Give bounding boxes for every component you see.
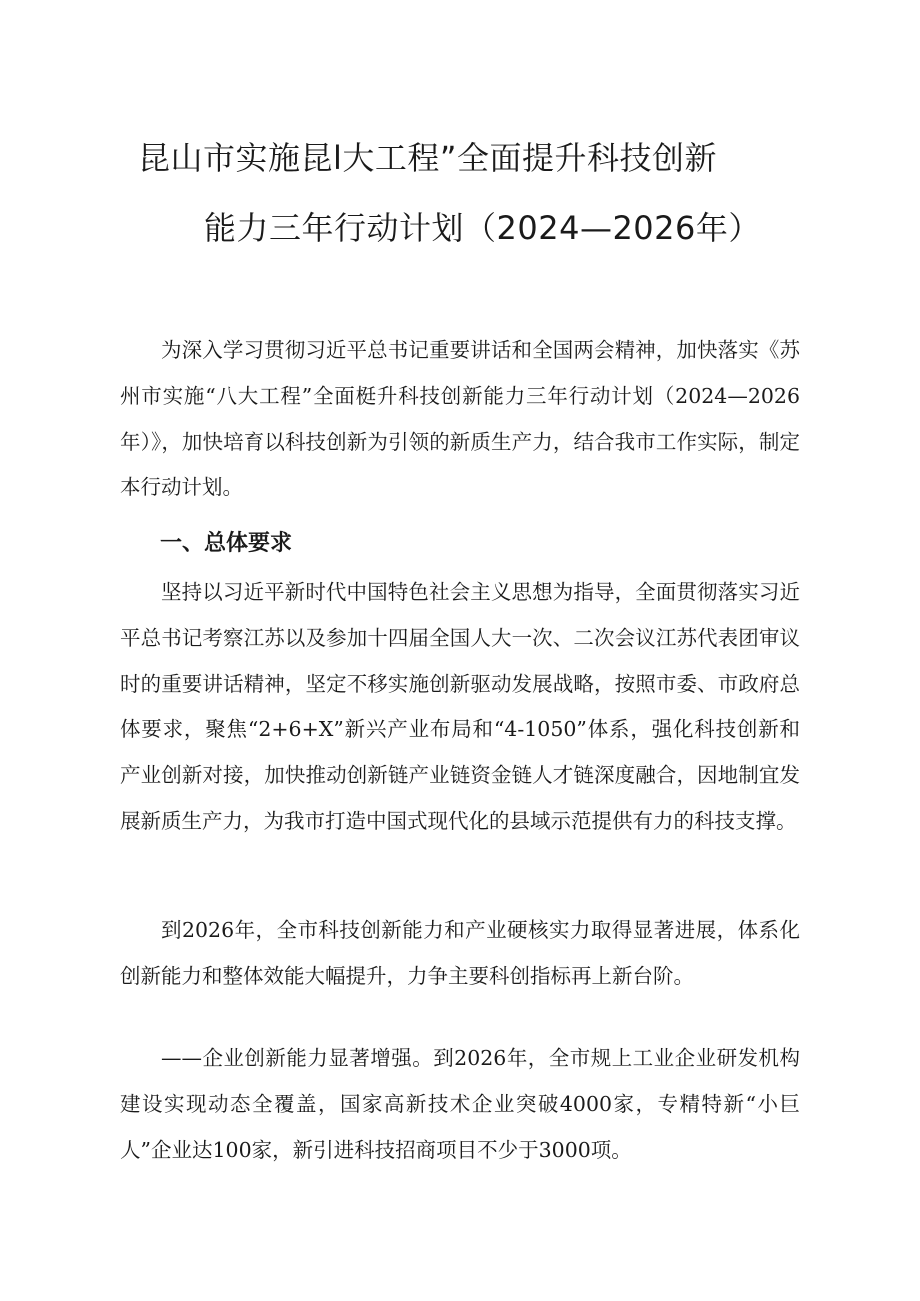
section-heading-overall-requirements: 一、总体要求 bbox=[160, 531, 293, 556]
document-title-line-2: 能力三年行动计划（2024—2026年） bbox=[204, 209, 761, 247]
goals-2026-paragraph: 到2026年，全市科技创新能力和产业硬核实力取得显著进展，体系化创新能力和整体效能大幅提升，力争主要科创指标再上新台阶。 bbox=[120, 918, 800, 988]
intro-paragraph: 为深入学习贯彻习近平总书记重要讲话和全国两会精神，加快落实《苏州市实施“八大工程”全面梃升科技创新能力三年行动计划（2024—2026年）》，加快培育以科技创新为引领的新质生产力，结合我市工作实际，制定本行动计划。 bbox=[120, 338, 800, 500]
enterprise-innovation-paragraph: ——企业创新能力显著增强。到2026年，全市规上工业企业研发机构建设实现动态全覆盖，国家高新技术企业突破4000家，专精特新“小巨人”企业达100家，新引进科技招商项目不少于3000项。 bbox=[120, 1046, 800, 1162]
guiding-principles-paragraph: 坚持以习近平新时代中国特色社会主义思想为指导，全面贯彻落实习近平总书记考察江苏以及参加十四届全国人大一次、二次会议江苏代表团审议时的重要讲话精神，坚定不移实施创新驱动发展战略，按照市委、市政府总体要求，聚焦“2+6+X”新兴产业布局和“4-1050”体系，强化科技创新和产业创新对接，加快推动创新链产业链资金链人才链深度融合，因地制宜发展新质生产力，为我市打造中国式现代化的县域示范提供有力的科技支撑。 bbox=[120, 580, 800, 833]
document-title-line-1: 昆山市实施昆l大工程”全面提升科技创新 bbox=[138, 139, 717, 177]
